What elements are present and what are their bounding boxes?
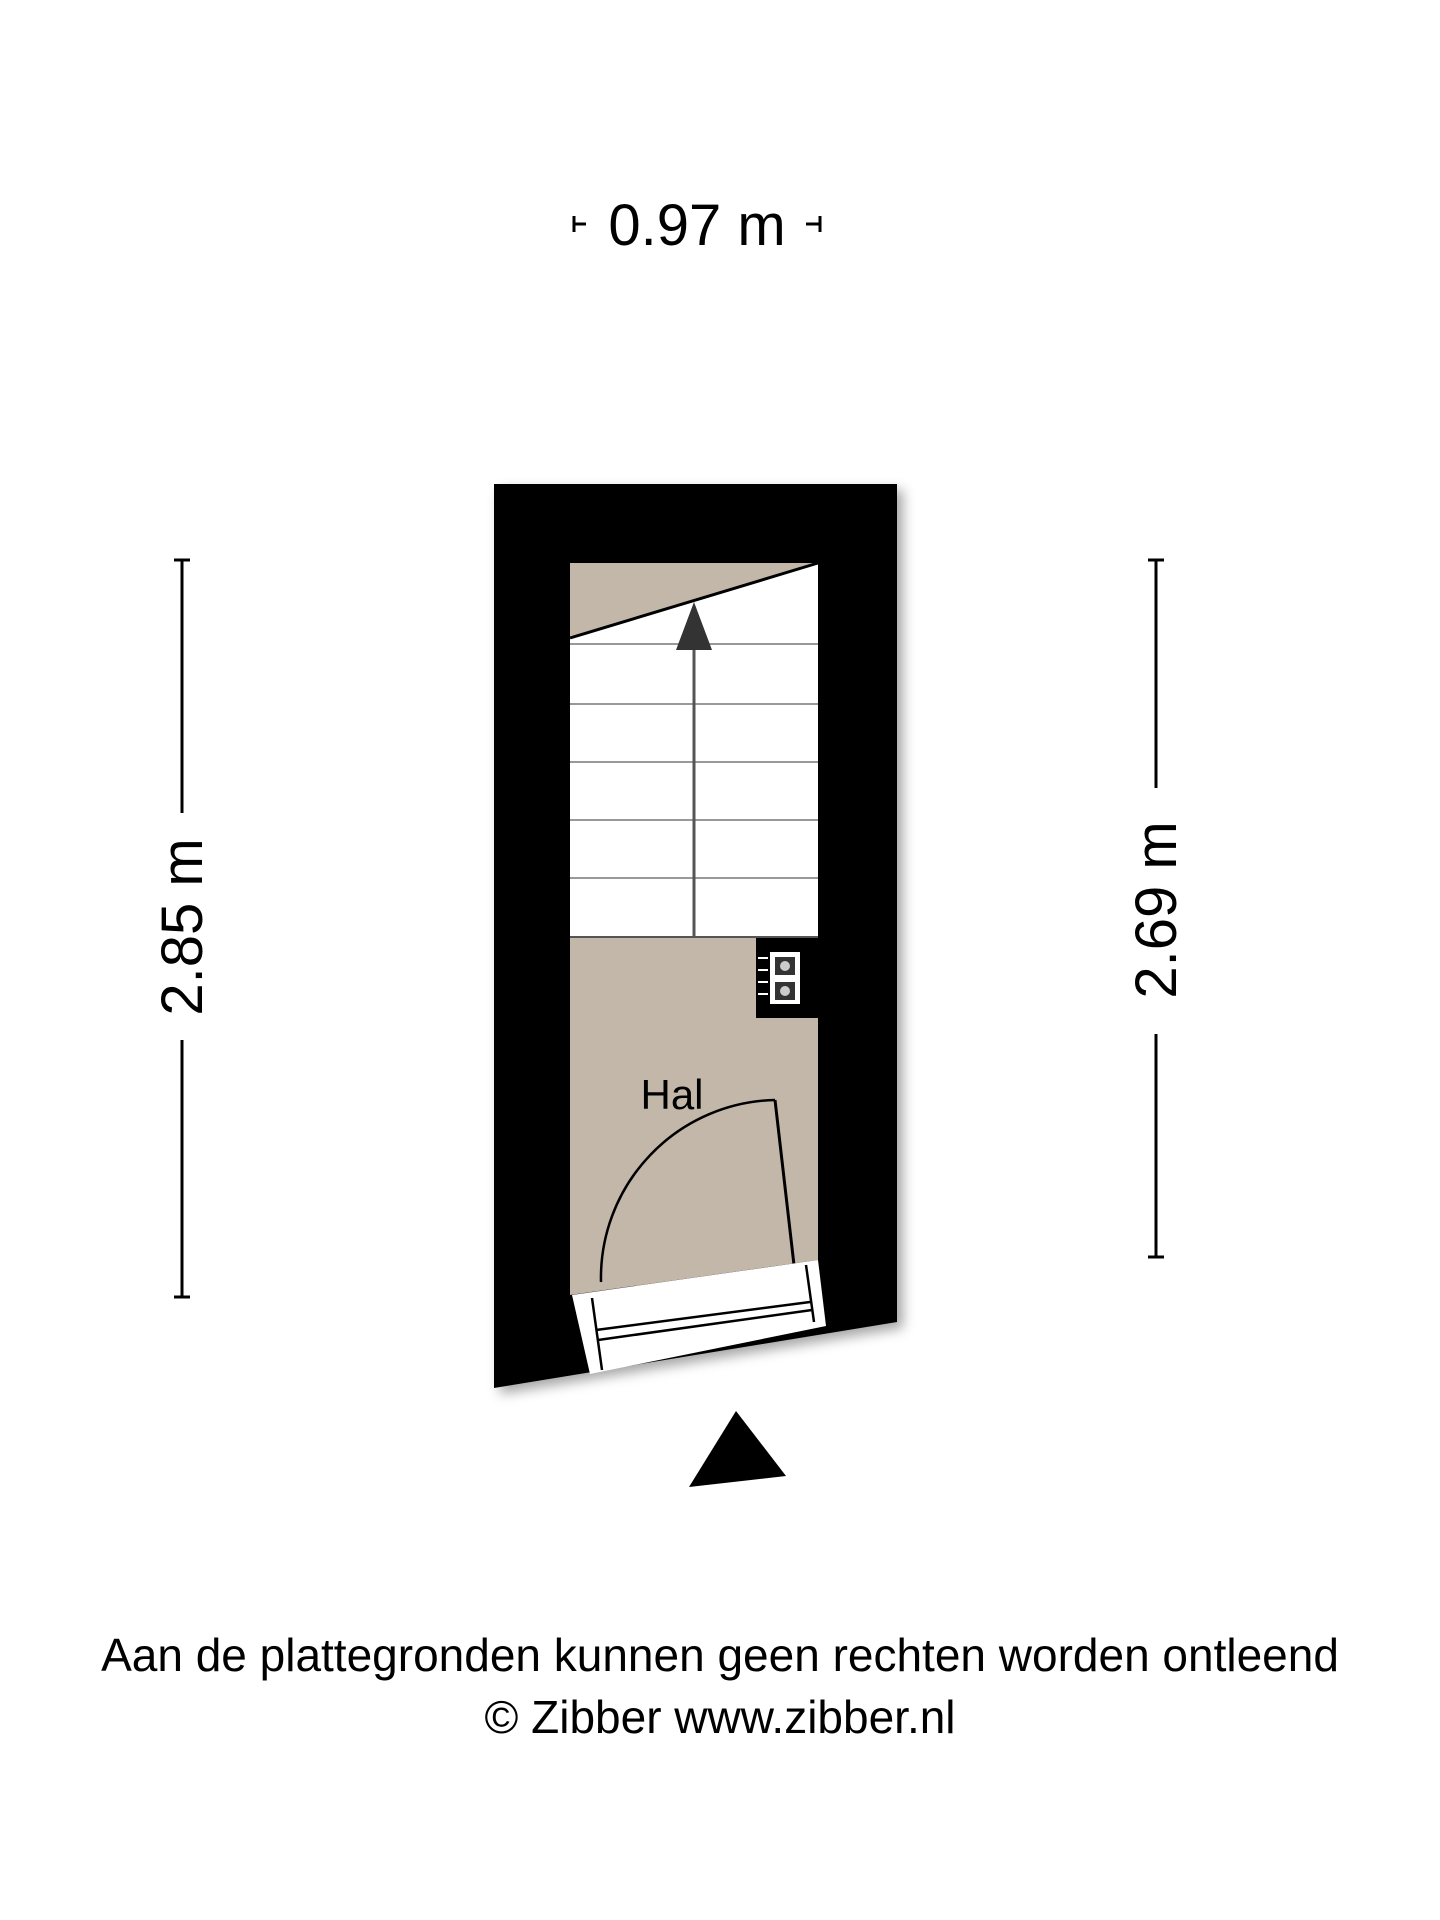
right-depth-dimension bbox=[1124, 560, 1189, 1257]
width-label: 0.97 m bbox=[608, 193, 786, 258]
left-depth-dimension bbox=[150, 560, 215, 1297]
left-depth-label: 2.85 m bbox=[150, 838, 215, 1016]
entrance-arrow-icon bbox=[689, 1411, 786, 1487]
room-label-hal: Hal bbox=[640, 1071, 704, 1118]
utility-meter-icon bbox=[756, 938, 818, 1018]
copyright-text: © Zibber www.zibber.nl bbox=[484, 1691, 956, 1743]
disclaimer-text: Aan de plattegronden kunnen geen rechten worden ontleend bbox=[101, 1629, 1339, 1681]
width-dimension bbox=[574, 193, 820, 258]
right-depth-label: 2.69 m bbox=[1124, 821, 1189, 999]
